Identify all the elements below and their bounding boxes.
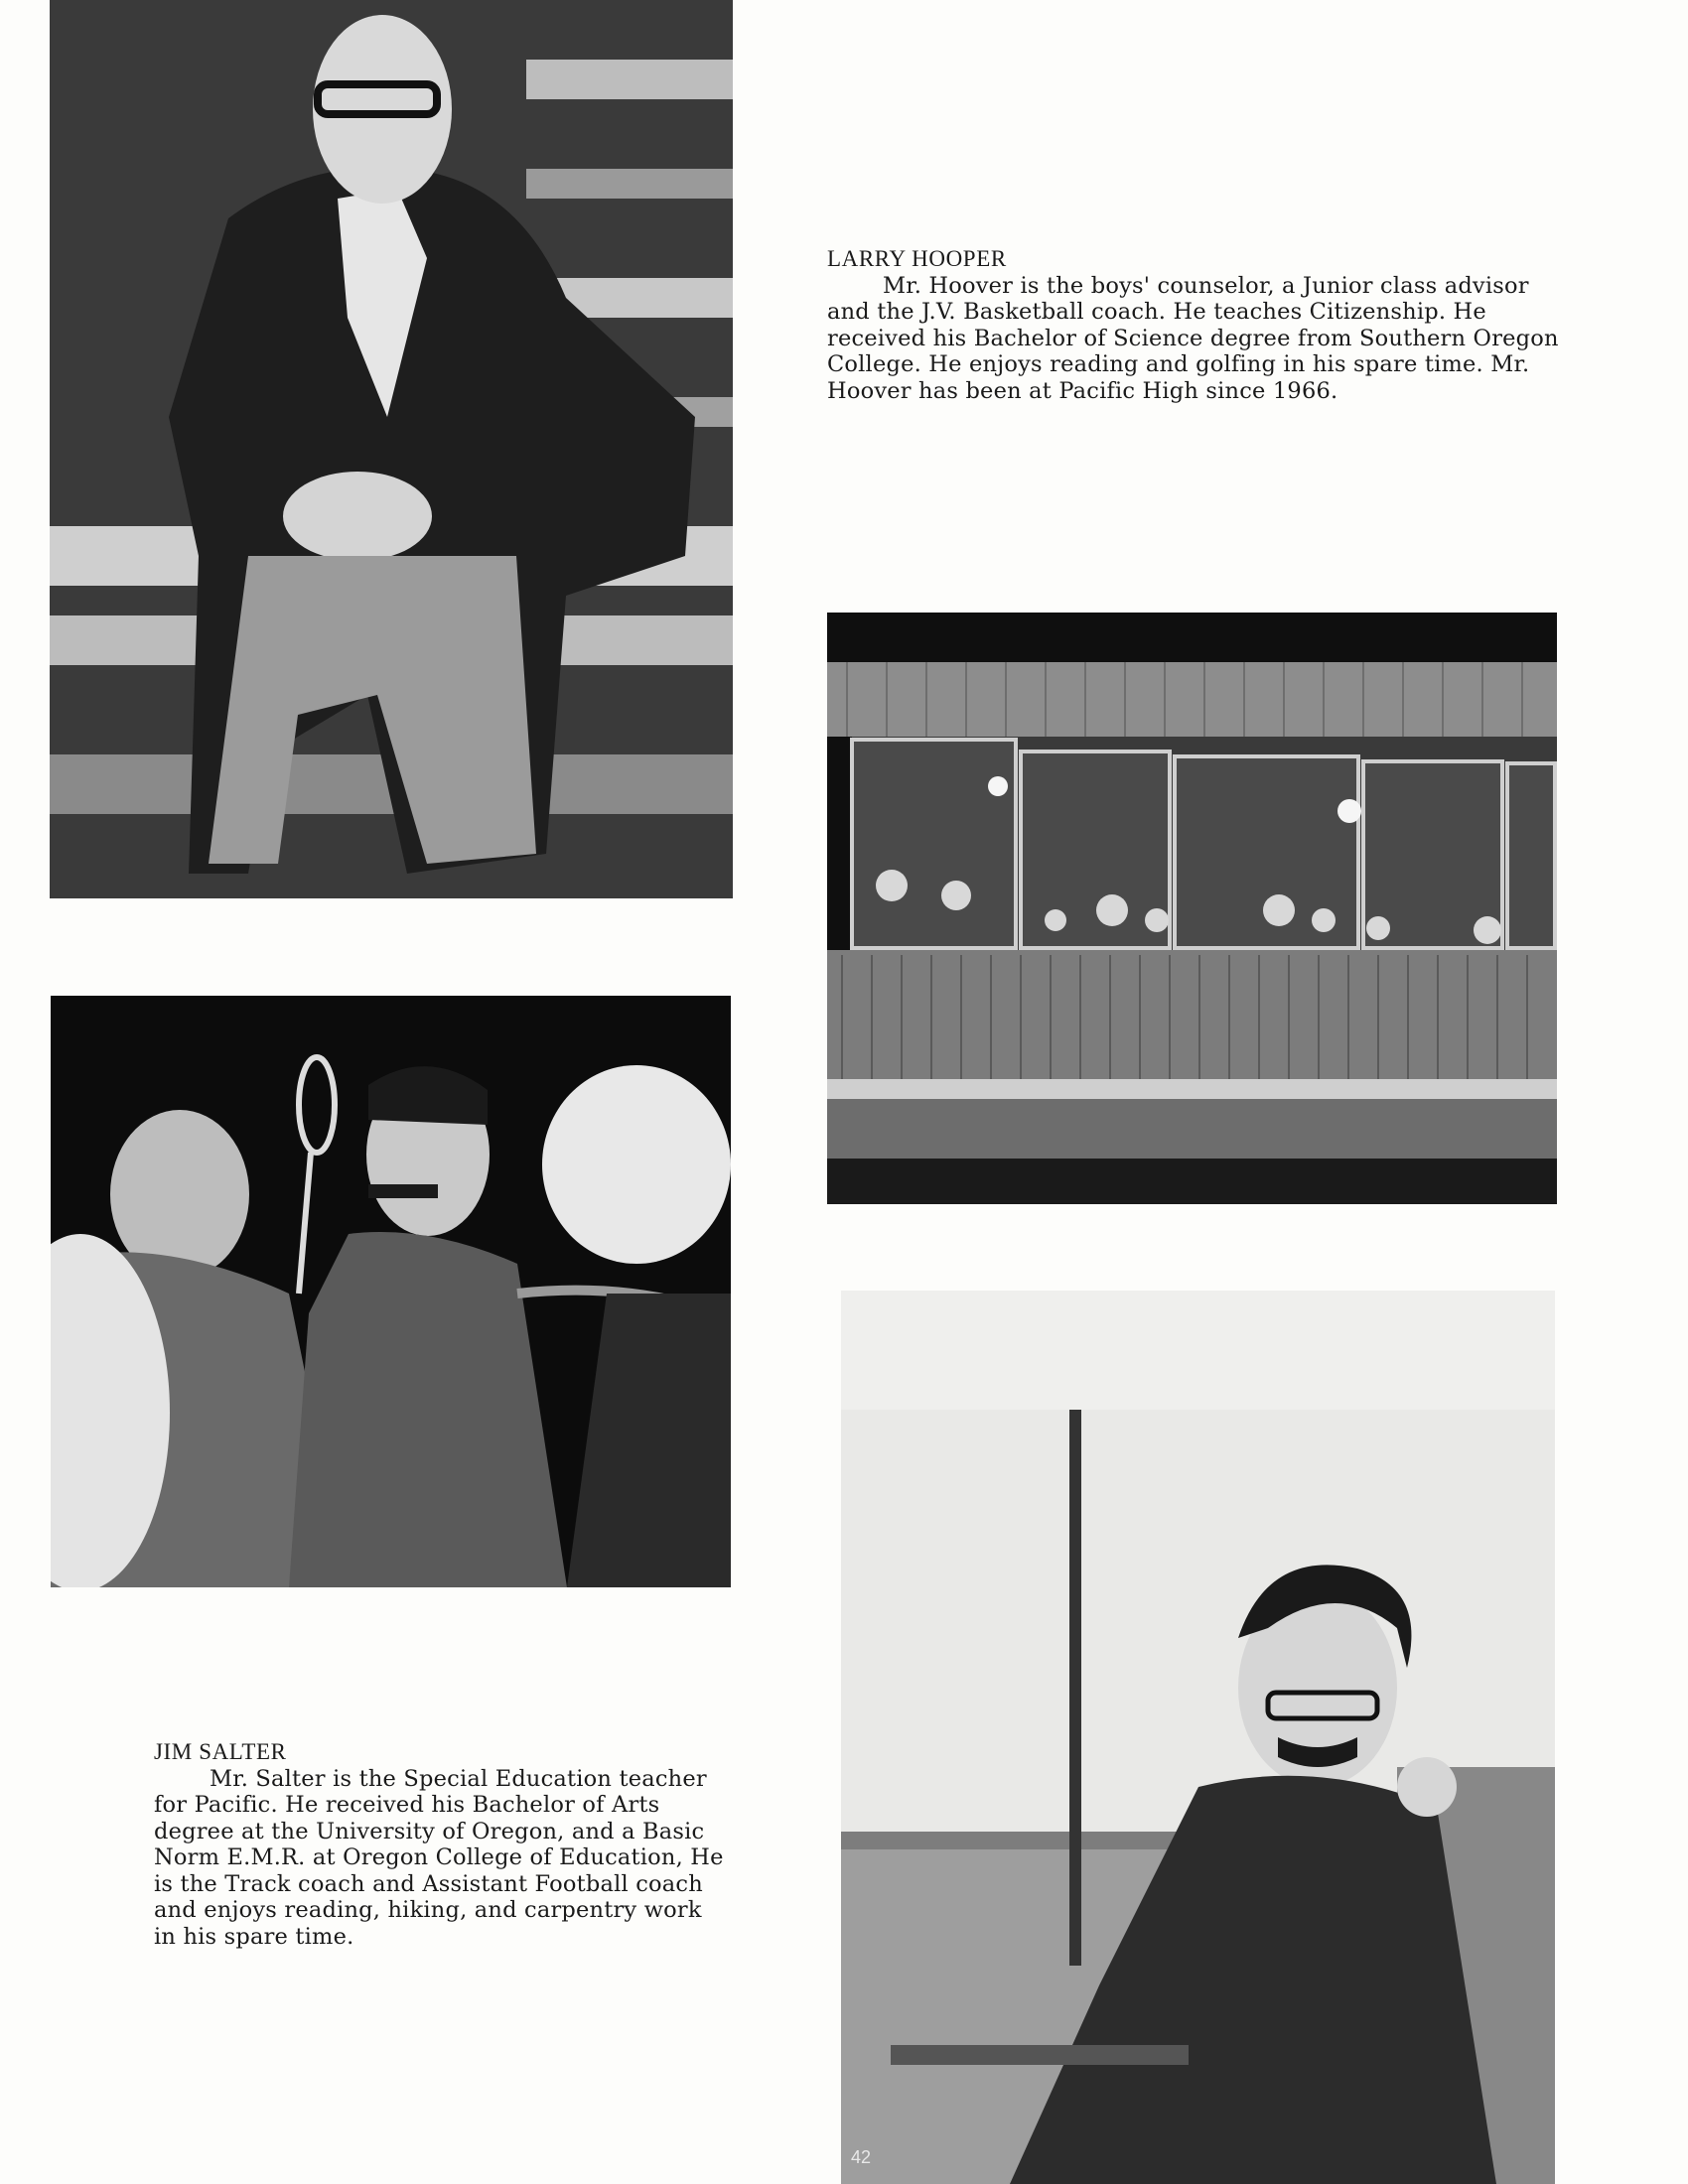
photo-sideline-game	[51, 996, 731, 1587]
photo-booth-graphic	[827, 613, 1557, 1204]
photo-jim-salter-classroom	[841, 1291, 1555, 2184]
caption-jim-salter	[154, 1739, 730, 1950]
caption-body: Mr. Salter is the Special Education teacher for Pacific. He received his Bachelor of Arts degree at the University of Oregon, and a Basic Norm E.M.R. at Oregon College of Education, He is the Track coach and Assistant Football coach and enjoys reading, hiking, and carpentry work in his spare time.	[154, 1765, 724, 1950]
photo-sideline-graphic	[51, 996, 731, 1587]
caption-body: Mr. Hoover is the boys' counselor, a Junior class advisor and the J.V. Basketball coach. He teaches Citizenship. He received his Bachelor of Science degree from Southern Oregon College. He enjoys reading and golfing in his spare time. Mr. Hoover has been at Pacific High since 1966.	[827, 272, 1559, 404]
page-number: 42	[851, 2147, 872, 2167]
photo-larry-hooper-bleachers	[50, 0, 733, 898]
photo-hooper-graphic	[50, 0, 733, 898]
photo-classroom-graphic	[841, 1291, 1555, 2184]
caption-name: JIM SALTER	[154, 1739, 287, 1764]
photo-press-box	[827, 613, 1557, 1204]
caption-name: LARRY HOOPER	[827, 246, 1007, 271]
caption-larry-hooper	[827, 246, 1562, 404]
